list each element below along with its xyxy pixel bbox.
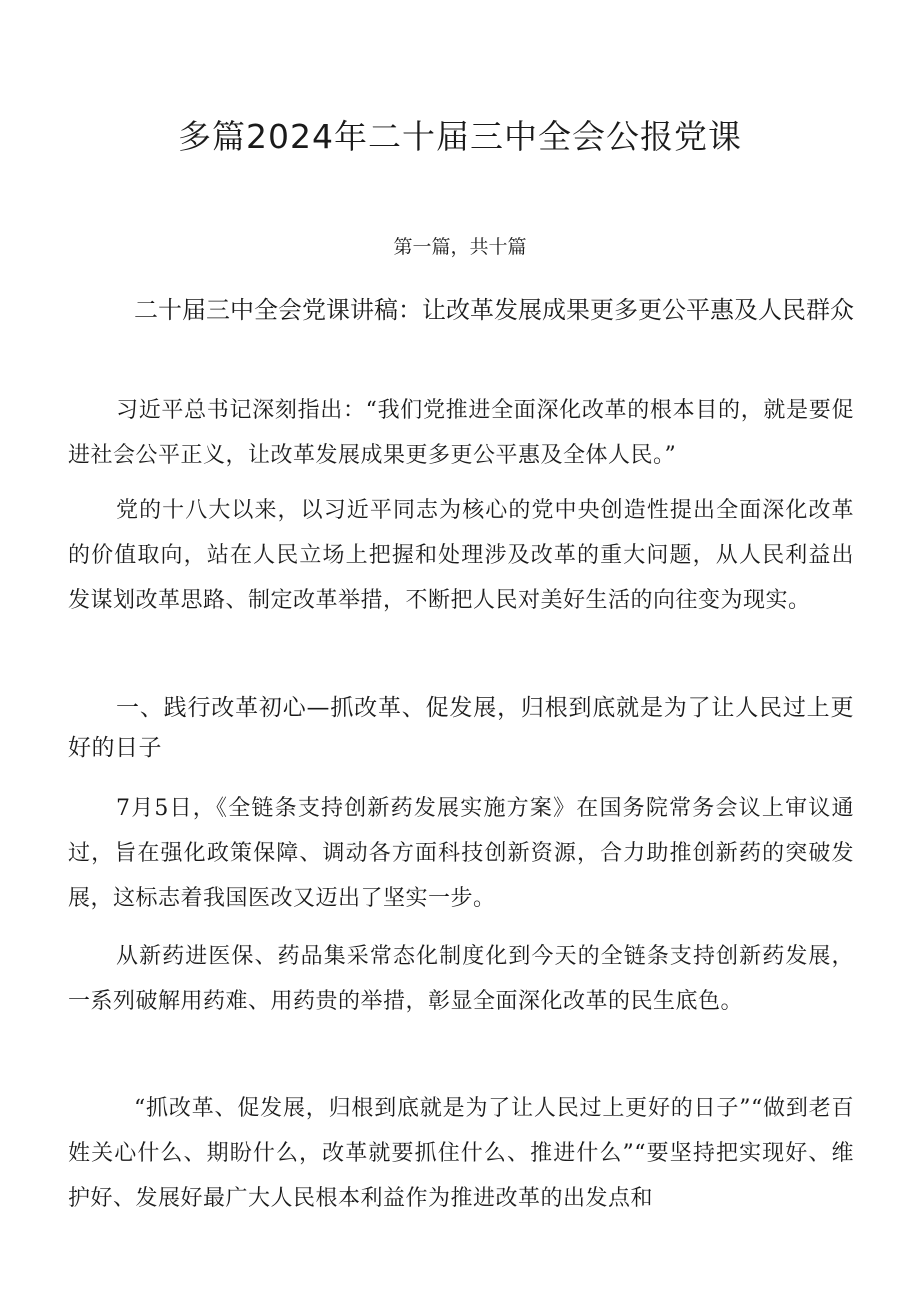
paragraph: 党的十八大以来，以习近平同志为核心的党中央创造性提出全面深化改革的价值取向，站在人民立场上把握和处理涉及改革的重大问题，从人民利益出发谋划改革思路、制定改革举措，不断把人民对美好生活的向往变为现实。 (68, 498, 854, 613)
subheading: 一、践行改革初心—抓改革、促发展，归根到底就是为了让人民过上更好的日子 (68, 695, 854, 761)
document-title: 多篇2024年二十届三中全会公报党课 (178, 117, 742, 156)
section-heading: 二十届三中全会党课讲稿：让改革发展成果更多更公平惠及人民群众 (134, 296, 854, 324)
paragraph: 习近平总书记深刻指出：“我们党推进全面深化改革的根本目的，就是要促进社会公平正义，让改革发展成果更多更公平惠及全体人民。” (68, 398, 854, 468)
section-number: 第一篇，共十篇 (393, 236, 527, 258)
paragraph: “抓改革、促发展，归根到底就是为了让人民过上更好的日子”“做到老百姓关心什么、期盼什么，改革就要抓住什么、推进什么”“要坚持把实现好、维护好、发展好最广大人民根本利益作为推进改革的出发点和 (68, 1096, 854, 1211)
paragraph: 7月5日，《全链条支持创新药发展实施方案》在国务院常务会议上审议通过，旨在强化政策保障、调动各方面科技创新资源，合力助推创新药的突破发展，这标志着我国医改又迈出了坚实一步。 (68, 796, 854, 911)
paragraph: 从新药进医保、药品集采常态化制度化到今天的全链条支持创新药发展，一系列破解用药难、用药贵的举措，彰显全面深化改革的民生底色。 (68, 944, 854, 1014)
